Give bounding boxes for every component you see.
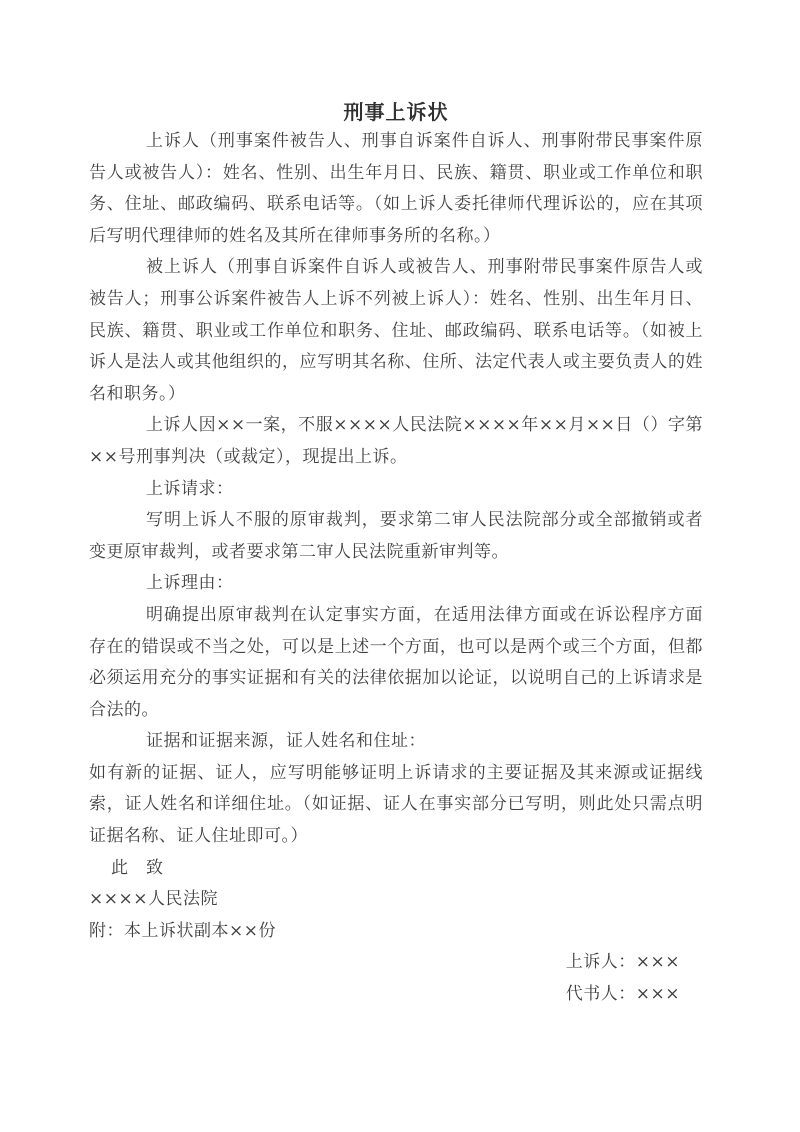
paragraph-case-statement: 上诉人因××一案，不服××××人民法院××××年××月××日（）字第××号刑事判决（或裁定），现提出上诉。 bbox=[89, 415, 703, 467]
paragraph-evidence: 如有新的证据、证人，应写明能够证明上诉请求的主要证据及其来源或证据线索，证人姓名和详细住址。（如证据、证人在事实部分已写明，则此处只需点明证据名称、证人住址即可。） bbox=[89, 762, 703, 847]
attachment-note: 附：本上诉状副本××份 bbox=[89, 920, 276, 941]
signature-appellant: 上诉人：××× bbox=[565, 952, 680, 973]
paragraph-appellee-info: 被上诉人（刑事自诉案件自诉人或被告人、刑事附带民事案件原告人或被告人；刑事公诉案件被告人上诉不列被上诉人）：姓名、性别、出生年月日、民族、籍贯、职业或工作单位和职务、住址、邮政编码、联系电话等。（如被上诉人是法人或其他组织的，应写明其名称、住所、法定代表人或主要负责人的姓名和职务。） bbox=[89, 257, 703, 404]
paragraph-appellant-info: 上诉人（刑事案件被告人、刑事自诉案件自诉人、刑事附带民事案件原告人或被告人）：姓名、性别、出生年月日、民族、籍贯、职业或工作单位和职务、住址、邮政编码、联系电话等。（如上诉人委托律师代理诉讼的，应在其项后写明代理律师的姓名及其所在律师事务所的名称。） bbox=[89, 131, 703, 246]
closing-salutation: 此 致 bbox=[111, 857, 164, 878]
paragraph-appeal-request: 写明上诉人不服的原审裁判，要求第二审人民法院部分或全部撤销或者变更原审裁判，或者要求第二审人民法院重新审判等。 bbox=[89, 510, 703, 562]
heading-evidence: 证据和证据来源，证人姓名和住址： bbox=[146, 731, 426, 752]
paragraph-appeal-reasons: 明确提出原审裁判在认定事实方面，在适用法律方面或在诉讼程序方面存在的错误或不当之处，可以是上述一个方面，也可以是两个或三个方面，但都必须运用充分的事实证据和有关的法律依据加以论证，以说明自己的上诉请求是合法的。 bbox=[89, 604, 703, 720]
document-title: 刑事上诉状 bbox=[343, 100, 449, 124]
document-body bbox=[89, 99, 703, 1011]
signature-scribe: 代书人：××× bbox=[565, 984, 680, 1005]
heading-appeal-request: 上诉请求： bbox=[146, 478, 234, 499]
signature-block bbox=[89, 947, 703, 1010]
heading-appeal-reasons: 上诉理由： bbox=[146, 573, 234, 594]
closing-court-name: ××××人民法院 bbox=[89, 889, 218, 910]
